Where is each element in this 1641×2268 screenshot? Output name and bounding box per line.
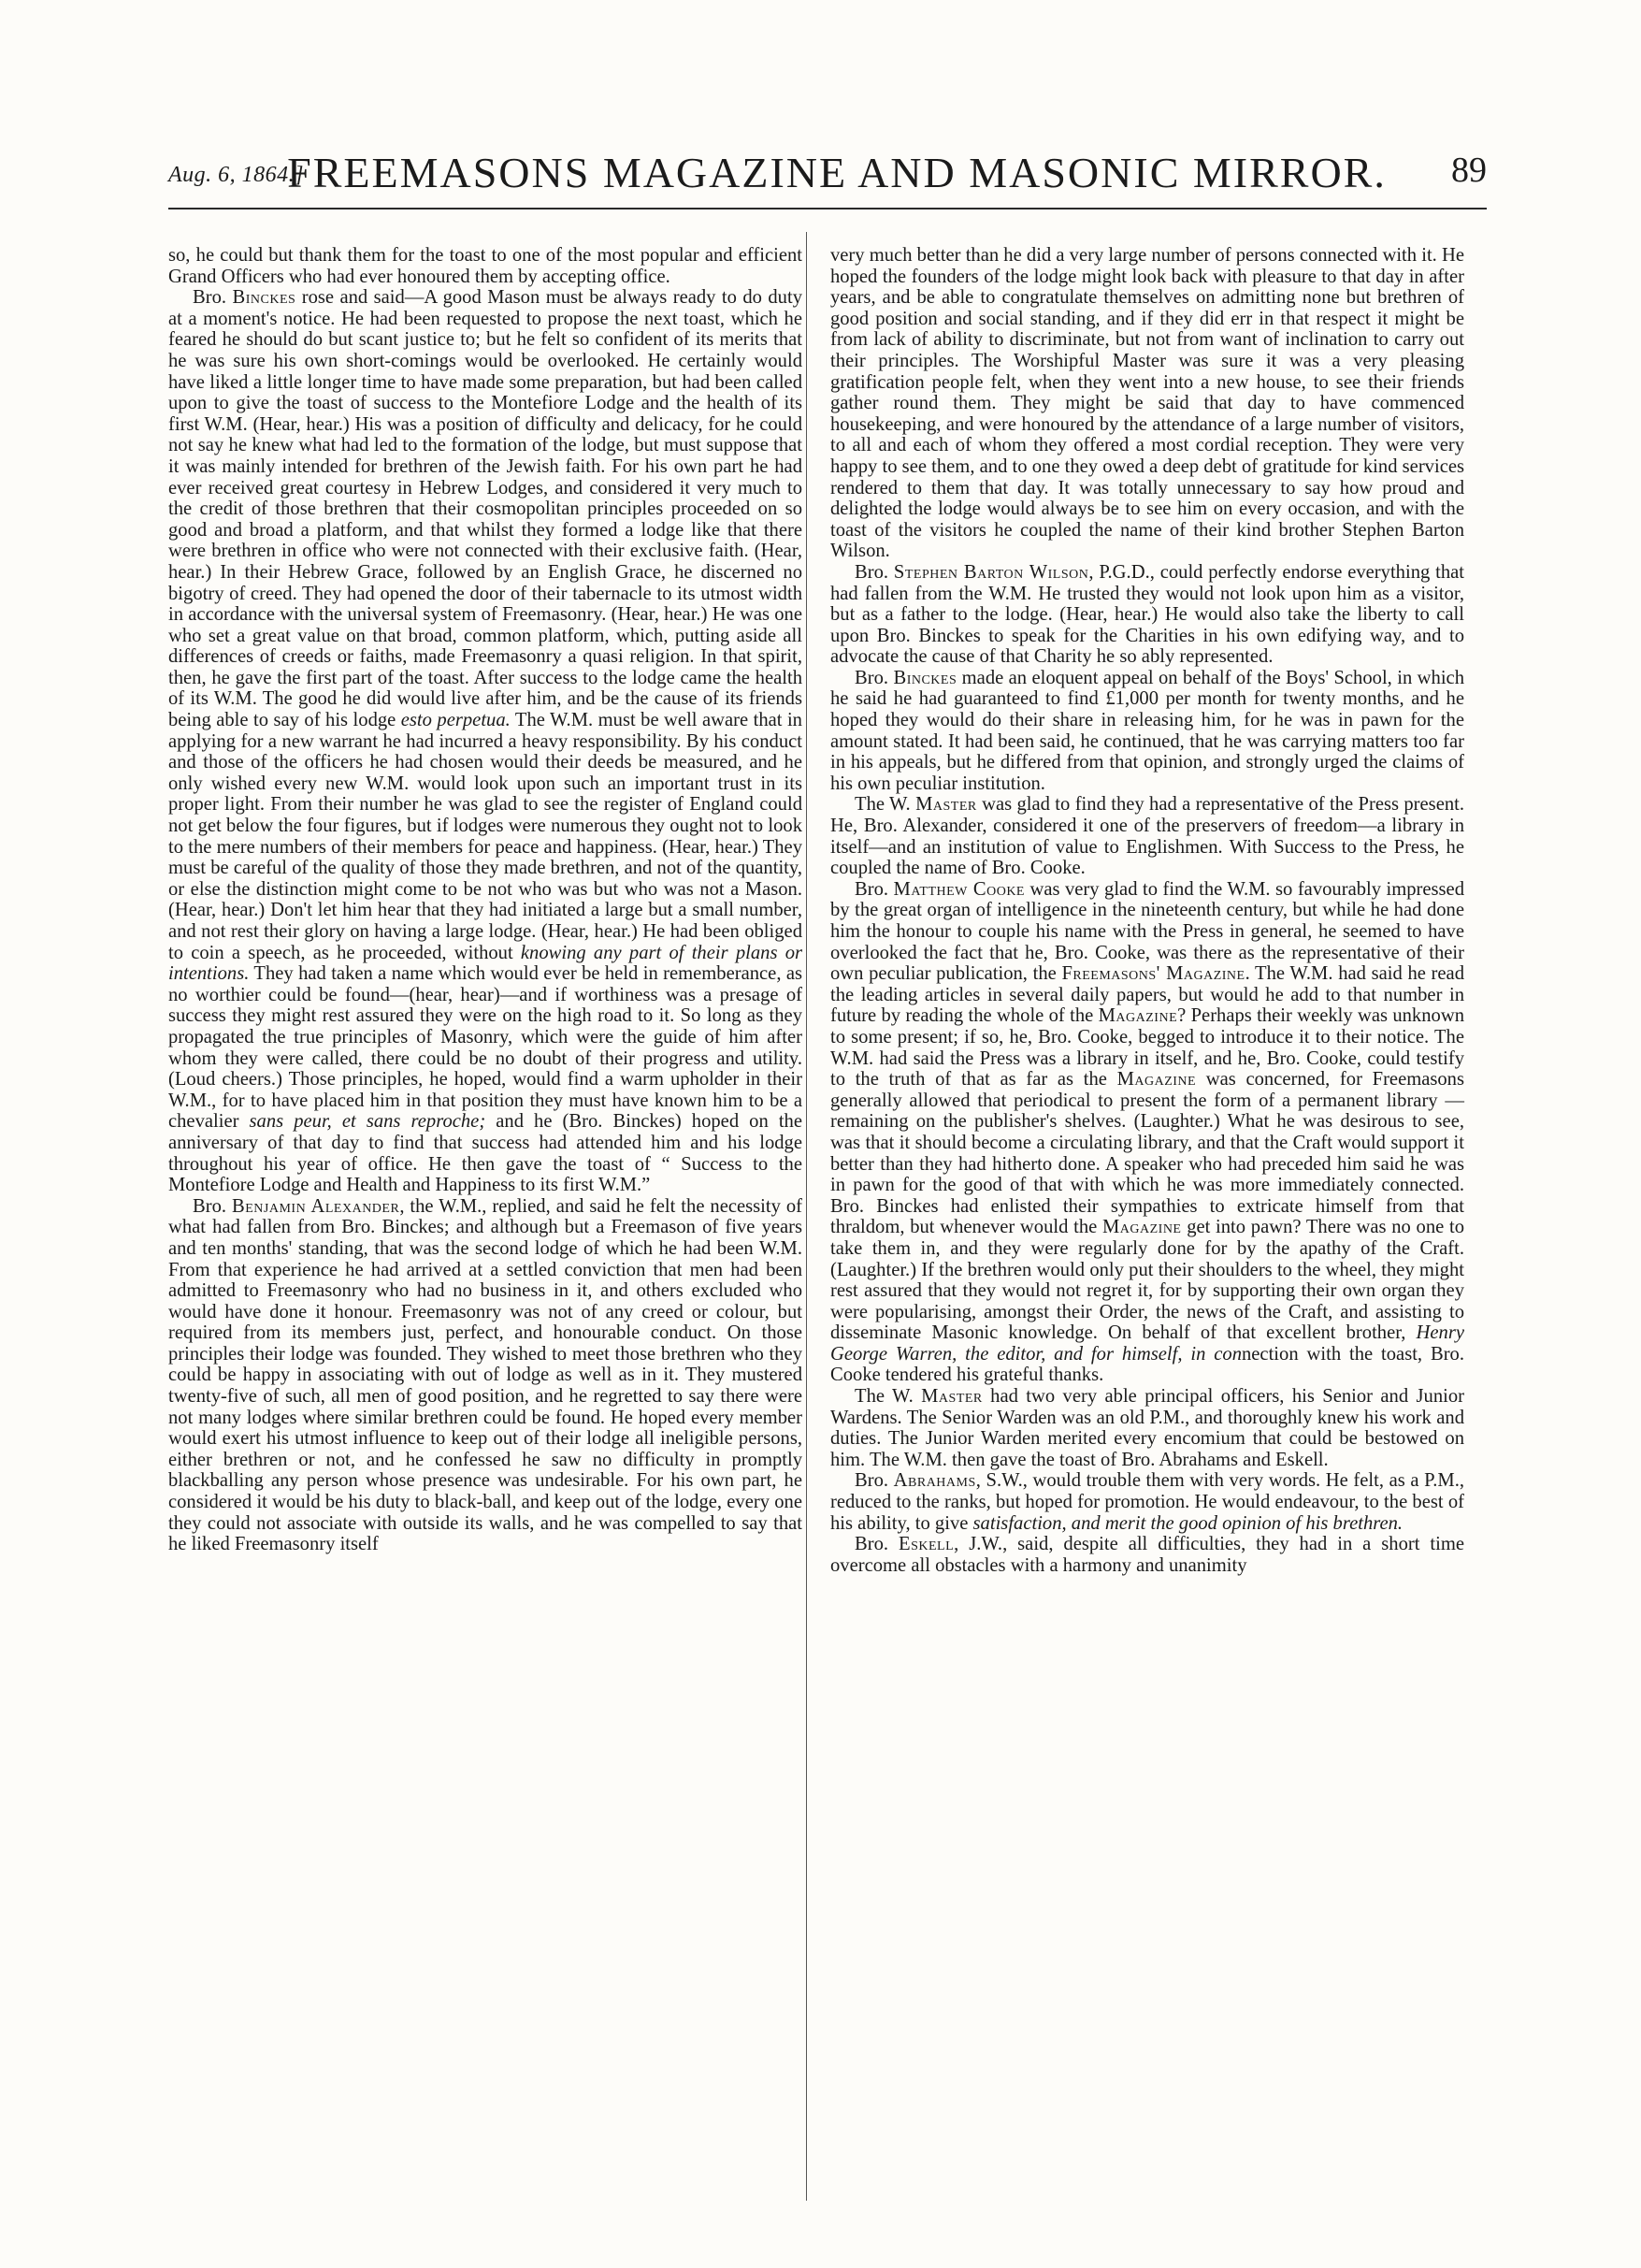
page-number: 89	[1451, 151, 1487, 190]
speaker-name: Freemasons' Magazine	[1061, 963, 1245, 985]
italic-text: Henry George Warren, the editor, and for himself, in con	[830, 1322, 1464, 1365]
speaker-name: Eskell	[898, 1534, 955, 1555]
italic-text: esto perpetua.	[400, 710, 511, 731]
text-run: ? Perhaps their weekly was unknown to some present; if so, he, Bro. Cooke, begged to introduce it to their notice. The W.M. had said the Press was a library in itself, and he, Bro. Cooke, could testify to the truth of that as far as the	[830, 1005, 1464, 1091]
page-header	[168, 140, 1487, 196]
paragraph	[830, 1534, 1464, 1576]
text-run: get into pawn? There was no one to take them in, and they were regularly done for by the apathy of the Craft. (Laughter.) If the brethren would only put their shoulders to the wheel, they might rest assured that they would not regret it, for by supporting their own organ they were popularising, amongst their Order, the news of the Craft, and assisting to disseminate Masonic knowledge. On behalf of that excellent brother,	[830, 1217, 1464, 1344]
paragraph	[830, 1470, 1464, 1534]
text-run: made an eloquent appeal on behalf of the Boys' School, in which he said he had guaranteed to find £1,000 per month for twenty months, and he hoped they would do their share in releasing him, for he was in pawn for the amount stated. It had been said, he continued, that he was carrying matters too far in his appeals, but he differed from that opinion, and strongly urged the claims of his own peculiar institution.	[830, 667, 1464, 794]
text-run: so, he could but thank them for the toast to one of the most popular and efficient Grand Officers who had ever honoured them by accepting office.	[168, 245, 802, 287]
text-run: The W.	[855, 794, 916, 816]
text-run: Bro.	[193, 1195, 232, 1217]
speaker-name: Magazine	[1101, 1217, 1182, 1238]
text-run: The W.M. must be well aware that in applying for a new warrant he had incurred a heavy responsibility. By his conduct and those of the officers he had chosen would their deeds be measured, and he only wished every new W.M. would look upon such an important trust in its proper light. From their number he was glad to see the register of England could not get below the four figures, but if lodges were numerous they ought not to look to the mere numbers of their members for peace and happiness. (Hear, hear.) They must be careful of the quality of those they made brethren, and not of the quantity, or else the distinction might come to be not who was but who was not a Mason. (Hear, hear.) Don't let him hear that they had initiated a large but a small number, and not rest their glory on having a large lodge. (Hear, hear.) He had been obliged to coin a speech, as he proceeded, without	[168, 710, 802, 963]
text-run: They had taken a name which would ever be held in rememberance, as no worthier could be found—(hear, hear)—and if worthiness was a presage of success they might rest assured they were on the high road to it. So long as they propagated the true principles of Masonry, which were the guide of him after whom they were called, there could be no doubt of their progress and utility. (Loud cheers.) Those principles, he hoped, would find a warm upholder in their W.M., for to have placed him in that position they must have known him to be a chevalier	[168, 963, 802, 1133]
speaker-name: Magazine	[1116, 1069, 1197, 1091]
text-run: . The W.M. had said he read the leading articles in several daily papers, but would he add to that number in future by reading the whole of the	[830, 963, 1464, 1027]
text-run: Bro.	[855, 1470, 894, 1492]
paragraph	[830, 245, 1464, 562]
left-column	[168, 245, 802, 1555]
speaker-name: Matthew Cooke	[893, 878, 1025, 900]
text-run: , S.W., would trouble them with very words. He felt, as a P.M., reduced to the ranks, but hoped for promotion. He would endeavour, to the best of his ability, to give	[830, 1470, 1465, 1534]
text-run: Bro.	[855, 878, 894, 900]
text-run: very much better than he did a very large number of persons connected with it. He hoped the founders of the lodge might look back with pleasure to that day in after years, and be able to congratulate themselves on admitting none but brethren of good position and social standing, and if they did err in that respect it might be from lack of ability to discriminate, but not from want of inclination to carry out their principles. The Worshipful Master was sure it was a very pleasing gratification people felt, when they went into a new house, to see their friends gather round them. They might be said that day to have commenced housekeeping, and were honoured by the attendance of a large number of visitors, to all and each of whom they offered a most cordial reception. They were very happy to see them, and to one they owed a deep debt of gratitude for kind services rendered to them that day. It was totally unnecessary to say how proud and delighted the lodge would always be to see him on every occasion, and with the toast of the visitors he coupled the name of their kind brother Stephen Barton Wilson.	[830, 245, 1464, 562]
text-run: and he (Bro. Binckes) hoped on the anniversary of that day to find that success had attended him and his lodge throughout his year of office. He then gave the toast of “ Success to the Montefiore Lodge and Health and Happiness to its first W.M.”	[168, 1111, 802, 1196]
speaker-name: Binckes	[232, 287, 296, 309]
text-run: rose and said—A good Mason must be always ready to do duty at a moment's notice. He had been requested to propose the next toast, which he feared he should do but scant justice to; but he felt so confident of its merits that he was sure his own short-comings would be overlooked. He certainly would have liked a little longer time to have made some preparation, but had been called upon to give the toast of success to the Montefiore Lodge and the health of its first W.M. (Hear, hear.) His was a position of difficulty and delicacy, for he could not say he knew what had led to the formation of the lodge, but must suppose that it was mainly intended for brethren of the Jewish faith. For his own part he had ever received great courtesy in Hebrew Lodges, and considered it very much to the credit of those brethren that their cosmopolitan principles proceeded on so good and broad a platform, and that whilst they formed a lodge like that there were brethren in office who were not connected with their exclusive faith. (Hear, hear.) In their Hebrew Grace, followed by an English Grace, he discerned no bigotry of creed. They had opened the door of their tabernacle to its utmost width in accordance with the universal system of Freemasonry. (Hear, hear.) He was one who set a great value on that broad, common platform, which, putting aside all differences of creeds or faiths, made Freemasonry a quasi religion. In that spirit, then, he gave the first part of the toast. After success to the lodge came the health of its W.M. The good he did would live after him, and be the cause of its friends being able to say of his lodge	[168, 287, 802, 731]
right-column	[830, 245, 1464, 1576]
column-divider	[806, 232, 807, 2201]
header-rule	[168, 208, 1487, 209]
header-date: Aug. 6, 1864.]	[168, 163, 304, 187]
speaker-name: Magazine	[1098, 1005, 1178, 1027]
text-run: Bro.	[193, 287, 233, 309]
text-run: was concerned, for Freemasons generally allowed that periodical to present the form of a permanent library — remaining on the publisher's shelves. (Laughter.) What he was desirous to see, was that it should become a circulating library, and that the Craft would support it better than they had hitherto done. A speaker who had preceded him said he was in pawn for the good of that with which he was more immediately connected. Bro. Binckes had enlisted their sympathies to extricate himself from that thraldom, but whenever would the	[830, 1069, 1464, 1238]
text-run: was very glad to find the W.M. so favourably impressed by the great organ of intelligence in the nineteenth century, but while he had done him the honour to couple his name with the Press in general, he seemed to have overlooked the fact that he, Bro. Cooke, was there as the representative of their own peculiar publication, the	[830, 878, 1464, 985]
paragraph	[168, 245, 802, 287]
paragraph	[830, 562, 1464, 668]
text-run: , P.G.D., could perfectly endorse everything that had fallen from the W.M. He trusted they would not look upon him as a visitor, but as a father to the lodge. (Hear, hear.) He would also take the liberty to call upon Bro. Binckes to speak for the Charities in his own edifying way, and to advocate the cause of that Charity he so ably represented.	[830, 561, 1465, 668]
text-run: , the W.M., replied, and said he felt the necessity of what had fallen from Bro. Binckes; and although but a Freemason of five years and ten months' standing, that was the second lodge of which he had been W.M. From that experience he had arrived at a settled conviction that men had been admitted to Freemasonry who had no business in it, and others excluded who would have done it honour. Freemasonry was not of any creed or colour, but required from its members just, perfect, and honourable conduct. On those principles their lodge was founded. They wished to meet those brethren who they could be happy in associating with out of lodge as well as in it. They mustered twenty-five of such, all men of good position, and he regretted to say there were not many lodges where similar brethren could be found. He hoped every member would exert his utmost influence to keep out of their lodge all ineligible persons, either brethren or not, and he confessed he saw no difficulty in promptly blackballing any person whose presence was undesirable. For his own part, he considered it would be his duty to black-ball, and keep out of the lodge, every one they could not associate with outside its walls, and he was compelled to say that he liked Freemasonry itself	[168, 1195, 803, 1555]
text-run: , J.W., said, despite all difficulties, they had in a short time overcome all obstacles with a harmony and unanimity	[830, 1534, 1465, 1576]
speaker-name: Master	[921, 1386, 983, 1408]
italic-text: sans peur, et sans reproche;	[249, 1111, 486, 1133]
paragraph	[830, 794, 1464, 878]
paragraph	[830, 668, 1464, 795]
paragraph	[830, 1386, 1464, 1470]
text-run: had two very able principal officers, his Senior and Junior Wardens. The Senior Warden was an old P.M., and thoroughly knew his work and duties. The Junior Warden merited every encomium that could be bestowed on him. The W.M. then gave the toast of Bro. Abrahams and Eskell.	[830, 1386, 1464, 1470]
text-run: Bro.	[855, 561, 894, 583]
text-run: Bro.	[855, 1534, 899, 1555]
header-title: FREEMASONS MAGAZINE AND MASONIC MIRROR.	[287, 149, 1387, 196]
text-run: The W.	[855, 1386, 922, 1408]
text-run: was glad to find they had a representative of the Press present. He, Bro. Alexander, considered it one of the preservers of freedom—a library in itself—and an institution of value to Englishmen. With Success to the Press, he coupled the name of Bro. Cooke.	[830, 794, 1465, 879]
paragraph	[168, 287, 802, 1196]
speaker-name: Benjamin Alexander	[232, 1195, 400, 1217]
paragraph	[830, 879, 1464, 1386]
speaker-name: Master	[915, 794, 977, 816]
speaker-name: Stephen Barton Wilson	[893, 561, 1089, 583]
speaker-name: Abrahams	[893, 1470, 976, 1492]
text-run: Bro.	[855, 667, 894, 688]
speaker-name: Binckes	[893, 667, 957, 688]
italic-text: knowing any part of their plans or intentions.	[168, 942, 803, 985]
text-run: nection with the toast, Bro. Cooke tendered his grateful thanks.	[830, 1343, 1464, 1386]
paragraph	[168, 1196, 802, 1555]
italic-text: satisfaction, and merit the good opinion of his brethren.	[972, 1512, 1403, 1534]
